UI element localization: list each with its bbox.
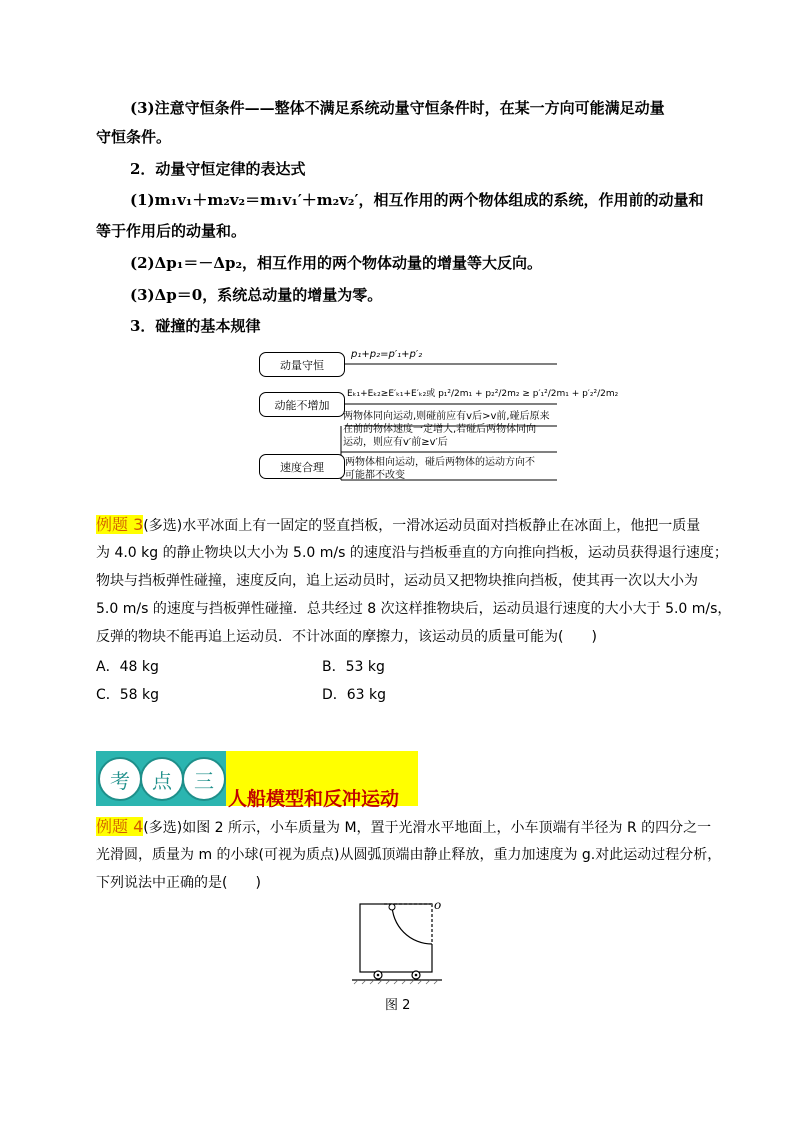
box-reasonable-velocity: 速度合理 <box>259 454 345 479</box>
condition-line-1: (3)注意守恒条件——整体不满足系统动量守恒条件时，在某一方向可能满足动量 <box>130 99 665 117</box>
point-o-label: o <box>434 898 442 912</box>
example-4-tag: 例题 4 <box>96 817 144 836</box>
banner-char-2: 点 <box>140 757 184 801</box>
collision-diagram <box>255 348 619 488</box>
example-3-text-1: (多选)水平冰面上有一固定的竖直挡板，一滑冰运动员面对挡板静止在冰面上，他把一质量 <box>143 518 701 534</box>
expression-1-line-2: 等于作用后的动量和。 <box>96 222 247 240</box>
banner-char-1: 考 <box>98 757 142 801</box>
rule-opposite-direction-1: 两物体相向运动，碰后两物体的运动方向不 <box>345 457 535 468</box>
example-3-line-4: 5.0 m/s 的速度与挡板弹性碰撞．总共经过 8 次这样推物块后，运动员退行速度的大小大于 5.0 m/s， <box>96 601 732 617</box>
rule-same-direction-2: 在前的物体速度一定增大,若碰后两物体同向 <box>343 424 537 435</box>
heading-expression: 2．动量守恒定律的表达式 <box>130 160 306 178</box>
formula-momentum: p₁+p₂=p′₁+p′₂ <box>351 349 423 360</box>
rule-opposite-direction-2: 可能都不改变 <box>345 470 405 481</box>
example-3-line-3: 物块与挡板弹性碰撞，速度反向，追上运动员时，运动员又把物块推向挡板，使其再一次以大小为 <box>96 573 698 589</box>
figure-2-cart <box>350 898 450 988</box>
example-4-line-2: 光滑圆，质量为 m 的小球(可视为质点)从圆弧顶端由静止释放，重力加速度为 g.对此运动过程分析， <box>96 847 722 863</box>
heading-collision: 3．碰撞的基本规律 <box>130 317 261 335</box>
example-3-line-2: 为 4.0 kg 的静止物块以大小为 5.0 m/s 的速度沿与挡板垂直的方向推向挡板，运动员获得退行速度； <box>96 545 728 561</box>
example-4-line-1 <box>96 814 711 841</box>
rule-same-direction-3: 运动，则应有v′前≥v′后 <box>343 437 448 448</box>
box-kinetic-energy: 动能不增加 <box>259 392 345 417</box>
banner-char-3: 三 <box>182 757 226 801</box>
formula-kinetic-energy: Eₖ₁+Eₖ₂≥E′ₖ₁+E′ₖ₂或 p₁²/2m₁ + p₂²/2m₂ ≥ p′₁²/2m₁ + p′₂²/2m₂ <box>347 389 619 399</box>
expression-1-line-1: (1)m₁v₁＋m₂v₂＝m₁v₁′＋m₂v₂′，相互作用的两个物体组成的系统，作用前的动量和 <box>130 191 704 209</box>
example-3-line-5: 反弹的物块不能再追上运动员．不计冰面的摩擦力，该运动员的质量可能为( ) <box>96 629 597 645</box>
option-a[interactable]: A．48 kg <box>96 659 159 675</box>
box-momentum-conservation: 动量守恒 <box>259 352 345 377</box>
example-4-text-1: (多选)如图 2 所示，小车质量为 M，置于光滑水平地面上，小车顶端有半径为 R 的四分之一 <box>143 820 712 836</box>
rule-same-direction-1: 两物体同向运动,则碰前应有v后>v前,碰后原来 <box>343 411 550 422</box>
section-title: 人船模型和反冲运动 <box>228 788 400 810</box>
expression-2: (2)Δp₁＝－Δp₂，相互作用的两个物体动量的增量等大反向。 <box>130 254 543 272</box>
option-d[interactable]: D．63 kg <box>322 687 387 703</box>
option-b[interactable]: B．53 kg <box>322 659 385 675</box>
figure-caption: 图 2 <box>385 998 411 1013</box>
example-3-line-1 <box>96 512 700 539</box>
example-4-line-3: 下列说法中正确的是( ) <box>96 875 261 891</box>
condition-line-2: 守恒条件。 <box>96 128 172 146</box>
expression-3: (3)Δp＝0，系统总动量的增量为零。 <box>130 286 383 304</box>
option-c[interactable]: C．58 kg <box>96 687 160 703</box>
example-3-tag: 例题 3 <box>96 515 144 534</box>
